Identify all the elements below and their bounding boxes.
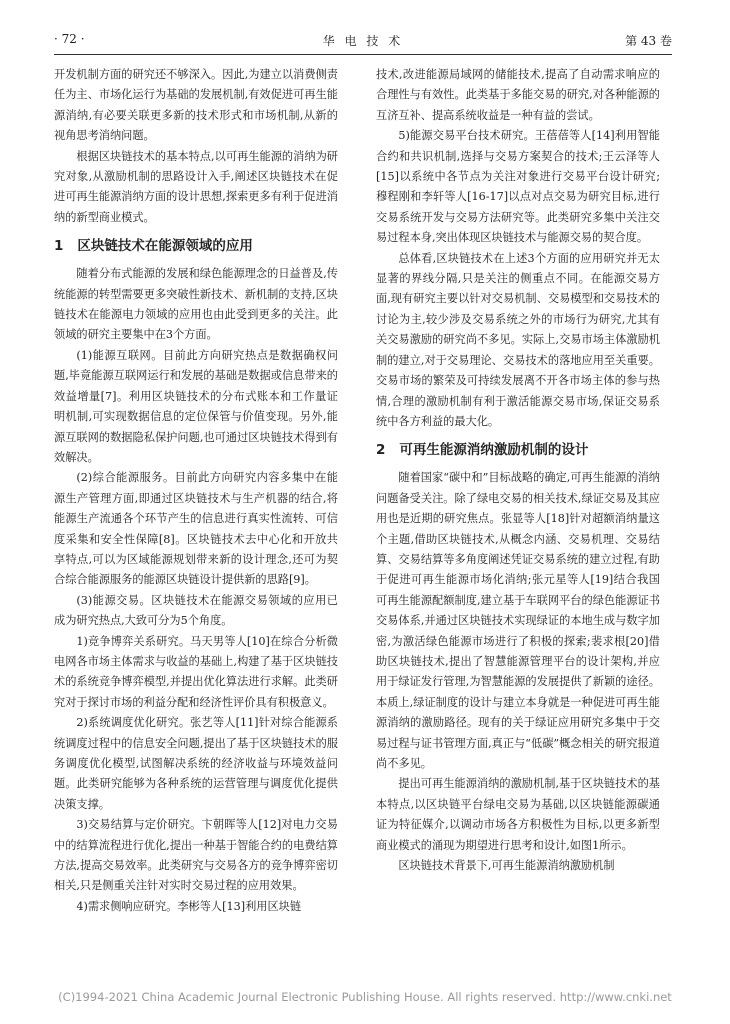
paragraph: 随着国家“碳中和”目标战略的确定,可再生能源的消纳问题备受关注。除了绿电交易的相关技术,绿证交易及其应用也是近期的研究焦点。张显等人[18]针对超额消纳量这个主题,借助区块链技术,从概念内涵、交易机理、交易结算、交易结算等多角度阐述凭证交易系统的建立过程,有助于促进可再生能源市场化消纳;张元星等人[19]结合我国可再生能源配额制度,建立基于车联网平台的绿色能源证书交易体系,并通过区块链技术实现绿证的本地生成与数字加密,为激活绿色能源市场进行了积极的探索;裴求根[20]借助区块链技术,提出了智慧能源管理平台的设计架构,并应用于绿证发行管理,为智慧能源的发展提供了新颖的途径。本质上,绿证制度的设计与建立本身就是一种促进可再生能源消纳的激励路径。现有的关于绿证应用研究多集中于交易过程与证书管理方面,真正与“低碳”概念相关的研究报道尚不多见。: [376, 471, 660, 770]
section-heading: [376, 438, 660, 462]
left-column: [54, 65, 338, 917]
paragraph: 随着分布式能源的发展和绿色能源理念的日益普及,传统能源的转型需要更多突破性新技术、新机制的支持,区块链技术在能源电力领域的应用也由此受到更多的关注。此领域的研究主要集中在3个方面。: [54, 267, 338, 342]
paragraph: (3)能源交易。区块链技术在能源交易领域的应用已成为研究热点,大致可分为5个角度。: [54, 593, 338, 628]
paragraph: (2)综合能源服务。目前此方向研究内容多集中在能源生产管理方面,即通过区块链技术与生产机器的结合,将能源生产流通各个环节产生的信息进行真实性流转、可信度采集和安全性保障[8]。区块链技术去中心化和开放共享特点,可以为区域能源规划带来新的设计理念,还可为契合综合能源服务的能源区块链设计提供新的思路[9]。: [54, 471, 338, 587]
section-number: 1: [54, 238, 64, 255]
paragraph: 1)竞争博弈关系研究。马天男等人[10]在综合分析微电网各市场主体需求与收益的基础上,构建了基于区块链技术的系统竞争博弈模型,并提出优化算法进行求解。此类研究对于探讨市场的利益分配和经济性评价具有积极意义。: [54, 634, 338, 709]
section-title: 区块链技术在能源领域的应用: [77, 238, 253, 255]
paragraph: 3)交易结算与定价研究。卞朝晖等人[12]对电力交易中的结算流程进行优化,提出一种基于智能合约的电费结算方法,提高交易效率。此类研究与交易各方的竞争博弈密切相关,只是侧重关注针对实时交易过程的应用效果。: [54, 818, 338, 893]
copyright-footer: (C)1994-2021 China Academic Journal Electronic Publishing House. All rights reserved. http://www.cnki.net: [58, 990, 672, 1004]
journal-title: 华 电 技 术: [322, 34, 404, 48]
paragraph: 5)能源交易平台技术研究。王蓓蓓等人[14]利用智能合约和共识机制,选择与交易方案契合的技术;王云泽等人[15]以系统中各节点为关注对象进行交易平台设计研究;穆程刚和李轩等人[16-17]以点对点交易为研究目标,进行交易系统开发与交易方法研究等。此类研究多集中关注交易过程本身,突出体现区块链技术与能源交易的契合度。: [376, 129, 660, 245]
paragraph: 根据区块链技术的基本特点,以可再生能源的消纳为研究对象,从激励机制的思路设计入手,阐述区块链技术在促进可再生能源消纳方面的设计思想,探索更多有利于促进消纳的新型商业模式。: [54, 149, 338, 224]
page-number: · 72 ·: [54, 32, 85, 46]
paragraph: 开发机制方面的研究还不够深入。因此,为建立以消费侧责任为主、市场化运行为基础的发展机制,有效促进可再生能源消纳,有必要关联更多新的技术形式和市场机制,从新的视角思考消纳问题。: [54, 68, 338, 143]
paragraph: 提出可再生能源消纳的激励机制,基于区块链技术的基本特点,以区块链平台绿电交易为基础,以区块链能源碳通证为特征媒介,以调动市场各方积极性为目标,以更多新型商业模式的涌现为期望进行思考和设计,如图1所示。: [376, 777, 660, 852]
paragraph: 总体看,区块链技术在上述3个方面的应用研究并无太显著的界线分隔,只是关注的侧重点不同。在能源交易方面,现有研究主要以针对交易机制、交易模型和交易技术的讨论为主,较少涉及交易系统之外的市场行为研究,尤其有关交易激励的研究尚不多见。实际上,交易市场主体激励机制的建立,对于交易理论、交易技术的落地应用至关重要。交易市场的繁荣及可持续发展离不开各市场主体的参与热情,合理的激励机制有利于激活能源交易市场,保证交易系统中各方利益的最大化。: [376, 251, 660, 428]
section-title: 可再生能源消纳激励机制的设计: [399, 442, 589, 459]
section-heading: [54, 234, 338, 258]
paragraph: 4)需求侧响应研究。李彬等人[13]利用区块链: [76, 899, 302, 913]
paragraph: 技术,改进能源局域网的储能技术,提高了自动需求响应的合理性与有效性。此类基于多能交易的研究,对各种能源的互济互补、提高系统收益是一种有益的尝试。: [376, 68, 660, 122]
running-header: [54, 28, 672, 55]
paragraph: (1)能源互联网。目前此方向研究热点是数据确权问题,毕竟能源互联网运行和发展的基础是数据或信息带来的效益增量[7]。利用区块链技术的分布式账本和工作量证明机制,可实现数据信息的定位保管与价值变现。另外,能源互联网的数据隐私保护问题,也可通过区块链技术得到有效解决。: [54, 348, 338, 464]
right-column: [376, 65, 660, 876]
paragraph: 区块链技术背景下,可再生能源消纳激励机制: [398, 859, 615, 873]
paragraph: 2)系统调度优化研究。张艺等人[11]针对综合能源系统调度过程中的信息安全问题,提出了基于区块链技术的服务调度优化模型,试图解决系统的经济收益与环境效益问题。此类研究能够为各种系统的运营管理与调度优化提供决策支撑。: [54, 716, 338, 811]
section-number: 2: [376, 442, 386, 459]
volume-label: 第 43 卷: [625, 34, 672, 48]
